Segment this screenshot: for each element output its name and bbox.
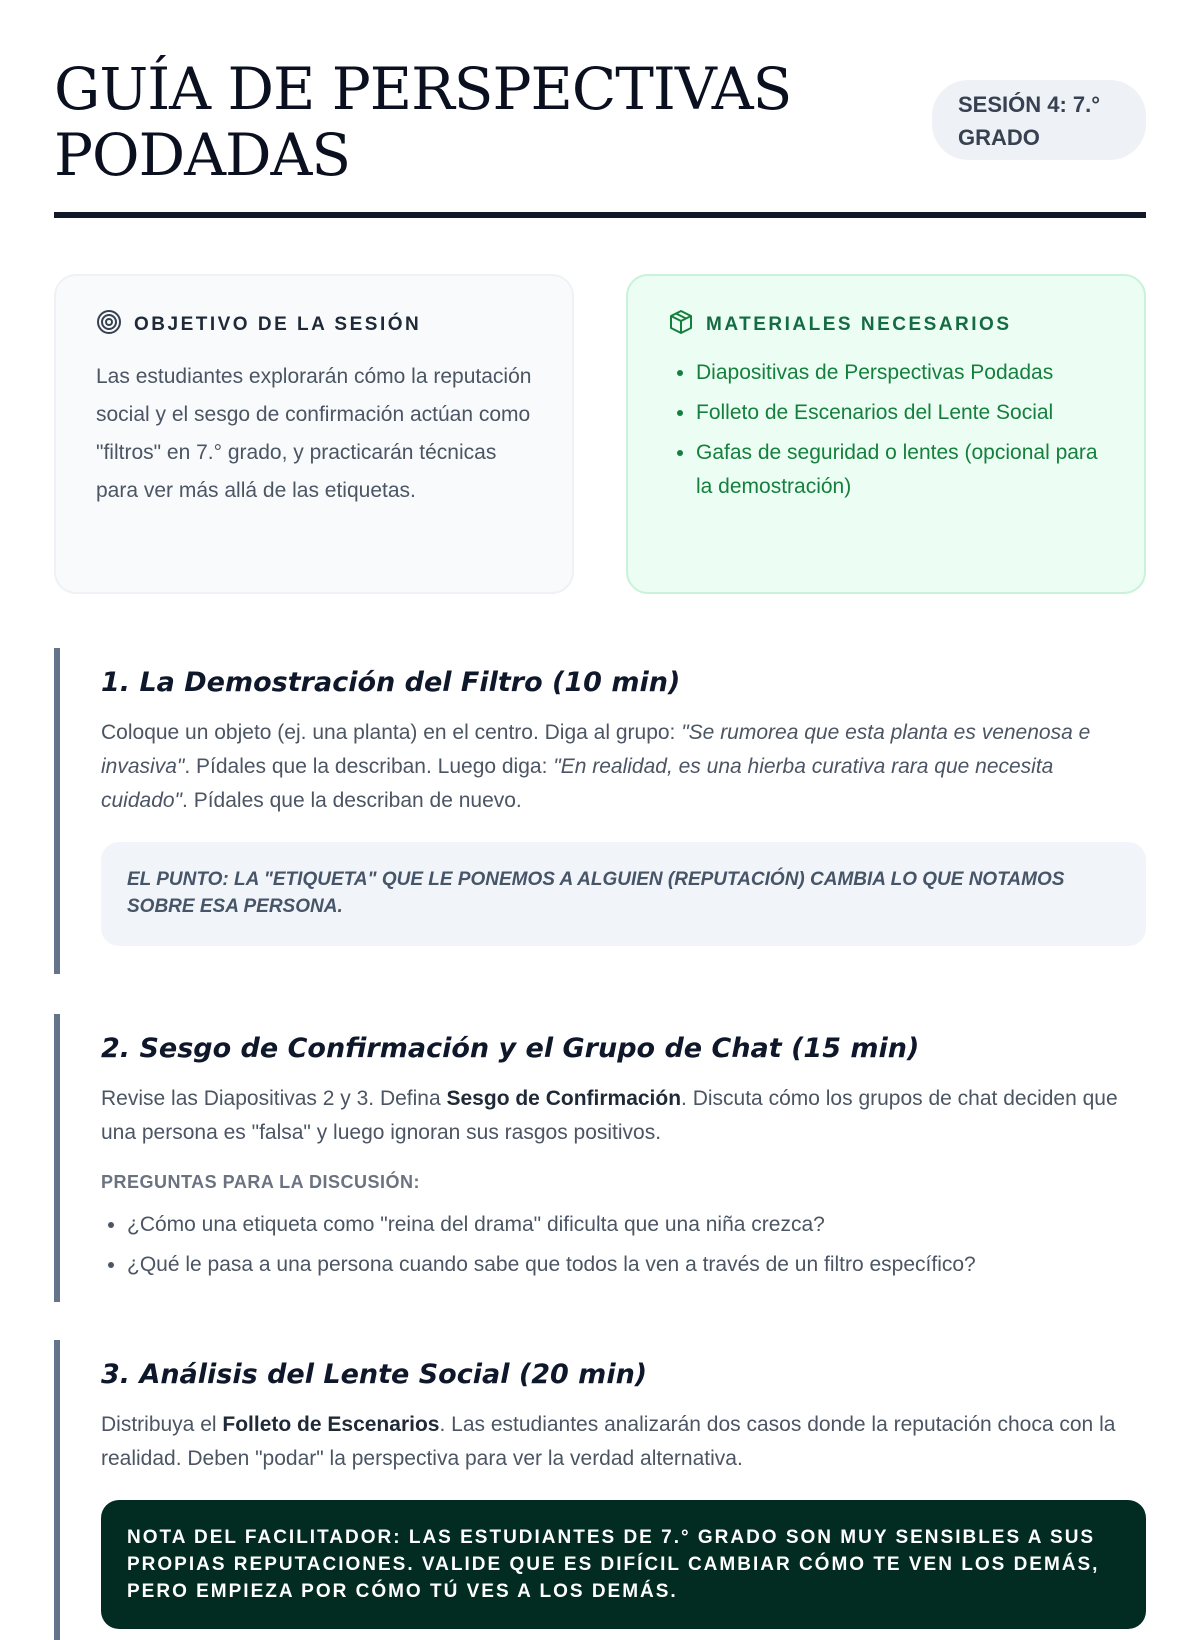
lesson-guide — [54, 0, 1146, 1600]
target-icon — [96, 309, 122, 341]
materials-card — [626, 274, 1146, 594]
objective-text: Las estudiantes explorarán cómo la reputación social y el sesgo de confirmación actúan como "filtros" en 7.° grado, y practicarán técnicas para ver más allá de las etiquetas. — [96, 365, 532, 502]
session-badge: SESIÓN 4: 7.° GRADO — [932, 80, 1146, 160]
section-text — [101, 1082, 1146, 1150]
quote-run: "En realidad, es una hierba curativa rara que necesita cuidado" — [101, 755, 1054, 812]
package-icon — [668, 309, 694, 341]
text-run: . Las estudiantes analizarán dos casos donde la reputación choca con la realidad. Deben "podar" la perspectiva para ver la verdad alternativa. — [101, 1413, 1116, 1470]
header-divider — [54, 212, 1146, 218]
objective-card — [54, 274, 574, 594]
text-run: . Pídales que la describan de nuevo. — [182, 789, 522, 812]
list-item: • Folleto de Escenarios del Lente Social — [696, 396, 1104, 430]
discussion-heading: PREGUNTAS PARA LA DISCUSIÓN: — [101, 1172, 421, 1192]
bold-run: Folleto de Escenarios — [222, 1413, 440, 1436]
section-title: 1. La Demostración del Filtro (10 min) — [101, 667, 681, 698]
list-item: • Diapositivas de Perspectivas Podadas — [696, 356, 1104, 390]
list-item: • ¿Cómo una etiqueta como "reina del drama" dificulta que una niña crezca? — [127, 1205, 1146, 1245]
section-title: 3. Análisis del Lente Social (20 min) — [101, 1359, 648, 1390]
materials-header — [668, 312, 1104, 338]
section-text — [101, 1408, 1146, 1476]
section-filter-demo — [54, 648, 1146, 974]
page-header — [54, 56, 1146, 216]
text-run: Distribuya el — [101, 1413, 223, 1436]
quote-run: "Se rumorea que esta planta es venenosa e invasiva" — [101, 721, 1091, 778]
text-run: . Discuta cómo los grupos de chat deciden que una persona es "falsa" y luego ignoran sus rasgos positivos. — [101, 1087, 1118, 1144]
page-title: GUÍA DE PERSPECTIVAS PODADAS — [54, 55, 792, 189]
text-run: Coloque un objeto (ej. una planta) en el centro. Diga al grupo: — [101, 721, 682, 744]
section-title: 2. Sesgo de Confirmación y el Grupo de Chat (15 min) — [101, 1033, 920, 1064]
materials-heading: MATERIALES NECESARIOS — [706, 314, 1012, 335]
facilitator-note: NOTA DEL FACILITADOR: LAS ESTUDIANTES DE 7.° GRADO SON MUY SENSIBLES A SUS PROPIAS REPUTACIONES. VALIDE QUE ES DIFÍCIL CAMBIAR CÓMO TE VEN LOS DEMÁS, PERO EMPIEZA POR CÓMO TÚ VES A LOS DEMÁS. — [101, 1500, 1146, 1629]
bold-run: Sesgo de Confirmación — [446, 1087, 682, 1110]
text-run: . Pídales que la describan. Luego diga: — [184, 755, 554, 778]
text-run: Revise las Diapositivas 2 y 3. Defina — [101, 1087, 447, 1110]
section-confirmation-bias — [54, 1014, 1146, 1302]
list-item: • Gafas de seguridad o lentes (opcional para la demostración) — [696, 436, 1104, 504]
section-text — [101, 716, 1146, 818]
objective-heading: OBJETIVO DE LA SESIÓN — [134, 314, 422, 335]
section-social-lens — [54, 1340, 1146, 1640]
objective-header — [96, 312, 532, 338]
materials-list — [668, 356, 1104, 504]
point-callout: EL PUNTO: LA "ETIQUETA" QUE LE PONEMOS A ALGUIEN (REPUTACIÓN) CAMBIA LO QUE NOTAMOS SOBRE ESA PERSONA. — [101, 842, 1146, 946]
list-item: • ¿Qué le pasa a una persona cuando sabe que todos la ven a través de un filtro específico? — [127, 1245, 1146, 1285]
discussion-list — [101, 1205, 1146, 1285]
